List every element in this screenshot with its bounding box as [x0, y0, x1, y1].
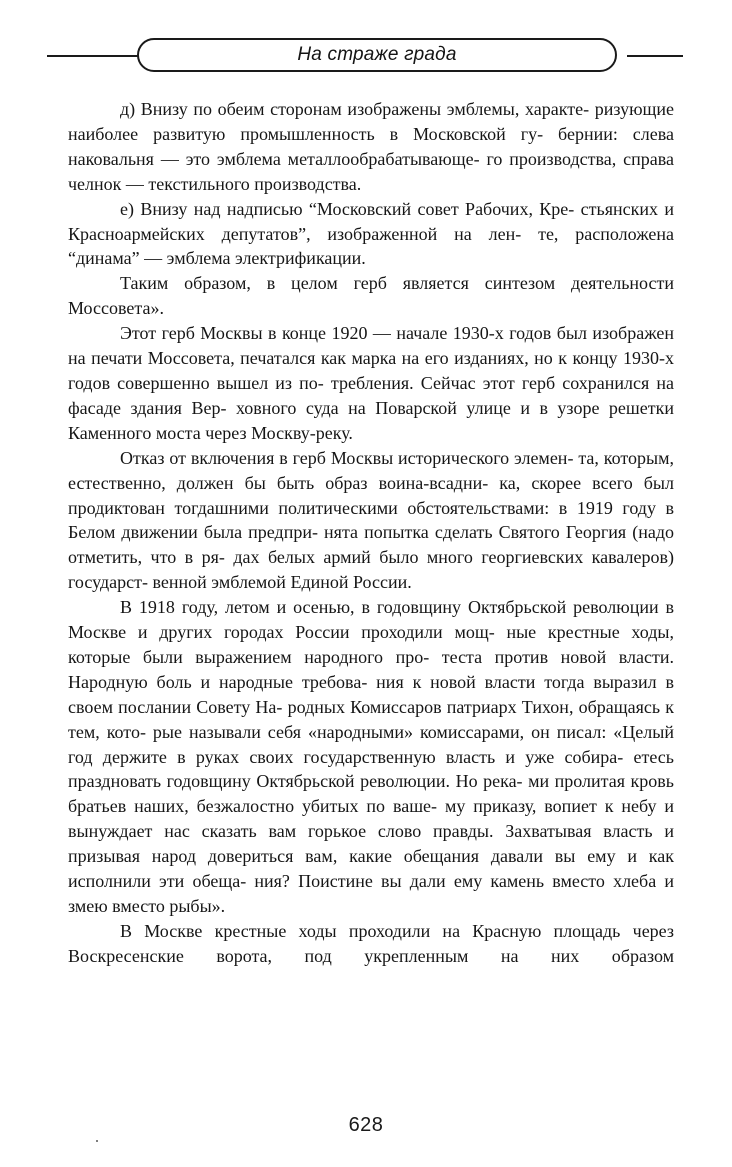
line: те, расположена “динама” — эмблема электрификации.	[68, 223, 675, 269]
line: ния? Поистине вы дали ему камень вместо хлеба и змею вместо	[68, 871, 674, 916]
line: родных Комиссаров патриарх Тихон, обращаясь к тем, кото-	[68, 696, 674, 742]
paragraph-refusal	[68, 446, 674, 595]
line: В 1918 году, летом и осенью, в годовщину Октябрьской	[120, 597, 567, 618]
running-header	[47, 36, 683, 76]
paragraph-1918	[68, 595, 674, 919]
line: венной эмблемой Единой России.	[152, 572, 412, 593]
line: етесь праздновать годовщину Октябрьской революции. Но река-	[68, 746, 675, 792]
line: та, которым, естественно, должен бы быть образ воина-всадни-	[68, 447, 674, 493]
line: революции в Москве и других городах России проходили мощ-	[68, 597, 675, 643]
line: дах белых армий было много георгиевских кавалеров) государст-	[68, 547, 675, 593]
line: изображен на печати Моссовета, печатался как марка на его	[68, 323, 675, 369]
line: Моссовета».	[68, 298, 164, 319]
scan-speck	[96, 1140, 98, 1142]
line: ризующие наиболее развитую промышленность в Московской гу-	[68, 99, 675, 144]
line: рые называли себя «народными» комиссарами, он писал: «Целый	[152, 721, 675, 742]
line: слово правды. Захватывая власть и призывая народ довериться	[68, 821, 674, 867]
line: ми пролитая кровь братьев наших, безжалостно убитых по ваше-	[68, 771, 674, 817]
paragraph-synthesis	[68, 271, 674, 321]
line: обстоятельствами: в 1919 году в Белом движении была предпри-	[68, 497, 675, 543]
line: через Воскресенские ворота, под укрепленным на них образом	[68, 920, 675, 966]
paragraph-e	[68, 197, 674, 272]
line: ные крестные ходы, которые были выражением народного про-	[68, 622, 674, 667]
line: ния к новой власти тогда выразил в своем послании Совету На-	[68, 671, 674, 717]
header-rule-left	[47, 55, 147, 57]
line: теста против новой власти. Народную боль и народные требова-	[68, 646, 675, 692]
line: го производства, справа челнок — текстильного производства.	[68, 148, 674, 194]
line: е) Внизу над надписью “Московский совет Рабочих, Кре-	[120, 198, 575, 219]
line: требления. Сейчас этот герб сохранился на фасаде здания Вер-	[68, 372, 675, 418]
line: ховного суда на Поварской улице и в узоре решетки Каменного	[68, 397, 675, 443]
header-rule-right	[627, 55, 683, 57]
paragraph-d	[68, 97, 674, 197]
line: му приказу, вопиет к небу и вынуждает нас сказать вам горькое	[68, 796, 674, 842]
line: Этот герб Москвы в конце 1920 — начале 1930-х годов был	[120, 323, 587, 344]
body-text	[68, 97, 674, 969]
line: моста через Москву-реку.	[155, 422, 353, 443]
line: нята попытка сделать Святого Георгия (надо отметить, что в ря-	[68, 522, 674, 568]
line: вам, какие обещания давали вы ему и как исполнили эти обеща-	[68, 846, 674, 892]
line: стьянских и Красноармейских депутатов”, изображенной на лен-	[68, 198, 674, 244]
paragraph-processions	[68, 919, 674, 969]
line: ка, скорее всего был продиктован тогдашними политическими	[68, 472, 674, 518]
line: изданиях, но к концу 1930-х годов совершенно вышел из по-	[68, 348, 674, 393]
header-title: На страже града	[297, 44, 457, 65]
line: рыбы».	[169, 896, 226, 916]
paragraph-coat-of-arms	[68, 321, 674, 446]
line: год держите в руках своих государственную власть и уже собира-	[68, 746, 624, 767]
header-title-frame	[137, 38, 617, 72]
line: Таким образом, в целом герб является синтезом деятельности	[120, 273, 674, 294]
line: Отказ от включения в герб Москвы исторического элемен-	[120, 447, 574, 468]
page-number: 628	[348, 1114, 384, 1136]
line: В Москве крестные ходы проходили на Красную площадь	[120, 920, 621, 941]
line: д) Внизу по обеим сторонам изображены эмблемы, характе-	[120, 99, 590, 119]
line: бернии: слева наковальня — это эмблема металлообрабатывающе-	[68, 123, 674, 169]
